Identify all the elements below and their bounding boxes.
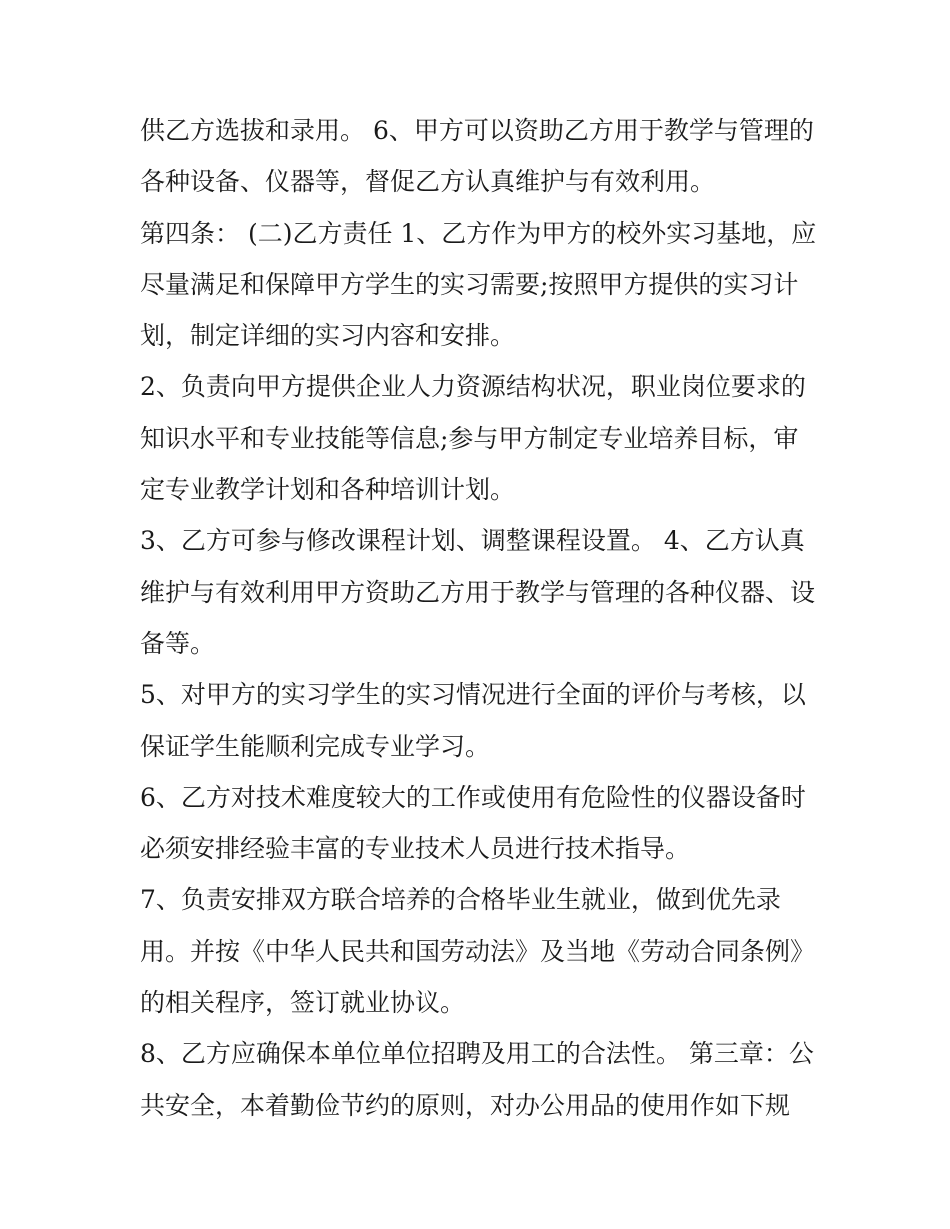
text-line: 2、负责向甲方提供企业人力资源结构状况，职业岗位要求的 [140, 372, 806, 402]
text-line: 供乙方选拔和录用。 6、甲方可以资助乙方用于教学与管理的 [140, 116, 814, 145]
paragraph [140, 669, 820, 772]
text-line: 备等。 [140, 628, 216, 658]
document-body [140, 105, 820, 1131]
paragraph [140, 1028, 820, 1131]
text-line: 第四条： (二)乙方责任 1、乙方作为甲方的校外实习基地，应 [140, 218, 817, 248]
text-line: 定专业教学计划和各种培训计划。 [140, 475, 516, 505]
text-line: 6、乙方对技术难度较大的工作或使用有危险性的仪器设备时 [140, 782, 806, 812]
text-line: 划，制定详细的实习内容和安排。 [140, 321, 516, 351]
text-line: 必须安排经验丰富的专业技术人员进行技术指导。 [140, 834, 691, 864]
text-line: 的相关程序，签订就业协议。 [140, 988, 466, 1018]
paragraph [140, 105, 820, 208]
paragraph [140, 361, 820, 515]
paragraph [140, 772, 820, 875]
paragraph [140, 515, 820, 669]
text-line: 3、乙方可参与修改课程计划、调整课程设置。 4、乙方认真 [140, 526, 805, 556]
text-line: 用。并按《中华人民共和国劳动法》及当地《劳动合同条例》 [140, 936, 816, 966]
text-line: 维护与有效利用甲方资助乙方用于教学与管理的各种仪器、设 [140, 577, 816, 607]
text-line: 7、负责安排双方联合培养的合格毕业生就业，做到优先录 [140, 885, 781, 915]
text-line: 共安全，本着勤俭节约的原则，对办公用品的使用作如下规 [140, 1090, 791, 1120]
text-line: 尽量满足和保障甲方学生的实习需要;按照甲方提供的实习计 [140, 269, 799, 299]
paragraph [140, 208, 820, 362]
text-line: 保证学生能顺利完成专业学习。 [140, 731, 491, 761]
text-line: 8、乙方应确保本单位单位招聘及用工的合法性。 第三章：公 [140, 1039, 814, 1069]
text-line: 各种设备、仪器等，督促乙方认真维护与有效利用。 [140, 167, 716, 197]
text-line: 5、对甲方的实习学生的实习情况进行全面的评价与考核，以 [140, 680, 806, 710]
paragraph [140, 874, 820, 1028]
text-line: 知识水平和专业技能等信息;参与甲方制定专业培养目标，审 [140, 423, 799, 453]
